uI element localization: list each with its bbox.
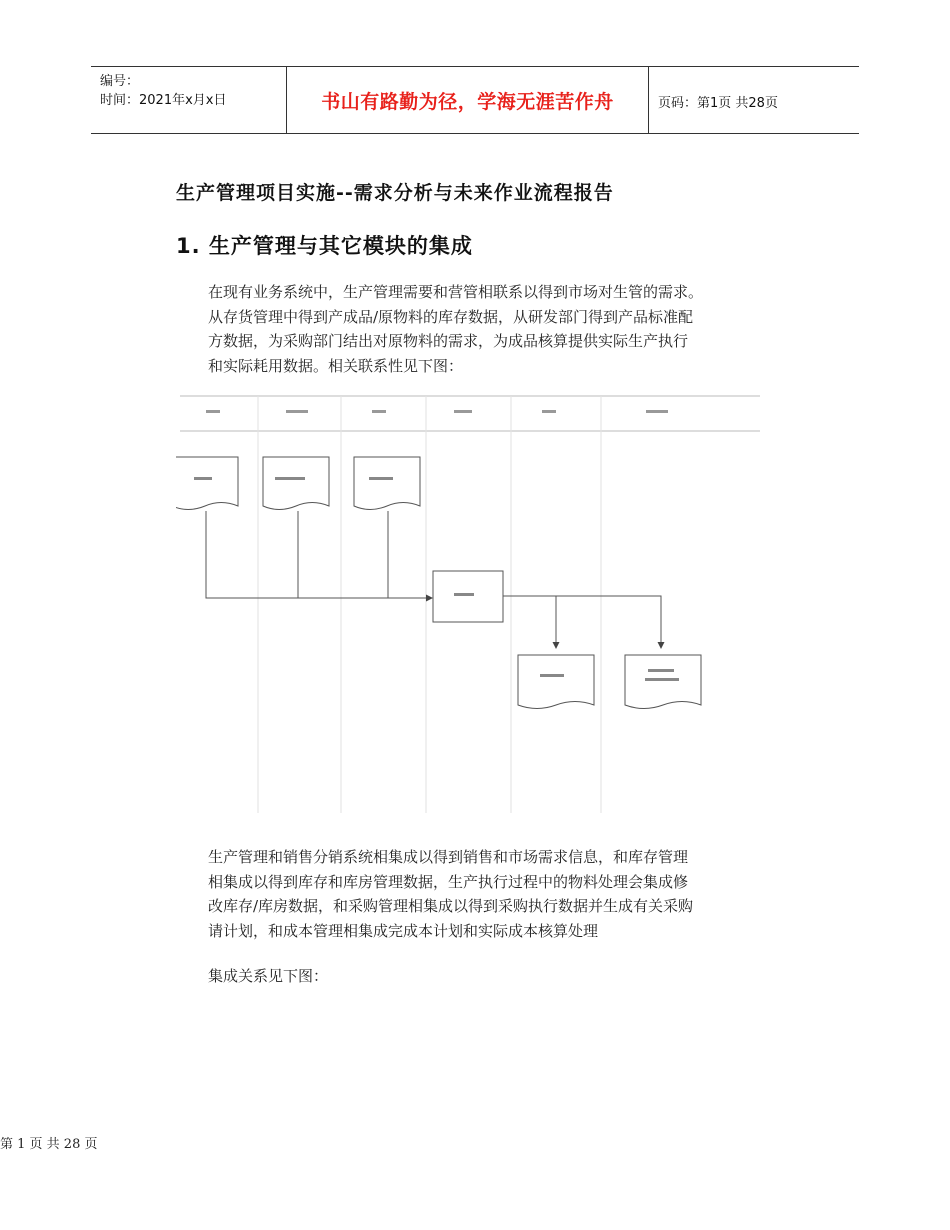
output-connectors bbox=[503, 596, 661, 648]
paragraph-figure-ref bbox=[208, 964, 818, 989]
page-header bbox=[91, 66, 859, 134]
page-footer: 第 1 页 共 28 页 bbox=[0, 1137, 98, 1152]
header-meta bbox=[91, 67, 286, 133]
number-label: 编号： bbox=[100, 74, 140, 89]
header-motto: 书山有路勤为径，学海无涯苦作舟 bbox=[321, 90, 614, 113]
section-title: 1. 生产管理与其它模块的集成 bbox=[176, 234, 473, 258]
document-shape bbox=[176, 457, 238, 510]
paragraph-line: 改库存/库房数据，和采购管理相集成以得到采购执行数据并生成有关采购 bbox=[208, 897, 694, 915]
paragraph-line: 相集成以得到库存和库房管理数据，生产执行过程中的物料处理会集成修 bbox=[208, 872, 689, 891]
header-page-info: 页码：第1页 共28页 bbox=[658, 96, 778, 111]
process-box bbox=[433, 571, 503, 622]
time-label: 时间：2021年x月x日 bbox=[100, 93, 227, 108]
paragraph-line: 在现有业务系统中，生产管理需要和营管相联系以得到市场对生管的需求。 bbox=[208, 283, 704, 301]
paragraph-line: 和实际耗用数据。相关联系性见下图： bbox=[208, 356, 464, 375]
paragraph-integration bbox=[208, 845, 818, 943]
document-title: 生产管理项目实施--需求分析与未来作业流程报告 bbox=[176, 182, 614, 204]
document-shape bbox=[263, 457, 329, 510]
paragraph-line: 方数据，为采购部门结出对原物料的需求，为成品核算提供实际生产执行 bbox=[208, 332, 689, 350]
document-shape bbox=[354, 457, 420, 510]
swimlane-header bbox=[180, 396, 760, 431]
flow-diagram bbox=[176, 393, 766, 818]
document-shape bbox=[625, 655, 701, 709]
connector-lines bbox=[206, 511, 432, 598]
paragraph-line: 从存货管理中得到产成品/原物料的库存数据，从研发部门得到产品标准配 bbox=[208, 307, 694, 326]
paragraph-line: 集成关系见下图： bbox=[208, 967, 329, 985]
paragraph-intro bbox=[208, 280, 818, 378]
document-shape bbox=[518, 655, 594, 709]
paragraph-line: 生产管理和销售分销系统相集成以得到销售和市场需求信息，和库存管理 bbox=[208, 848, 689, 866]
swimlane-labels bbox=[206, 410, 668, 413]
header-divider bbox=[648, 67, 649, 133]
paragraph-line: 请计划，和成本管理相集成完成本计划和实际成本核算处理 bbox=[208, 921, 599, 940]
